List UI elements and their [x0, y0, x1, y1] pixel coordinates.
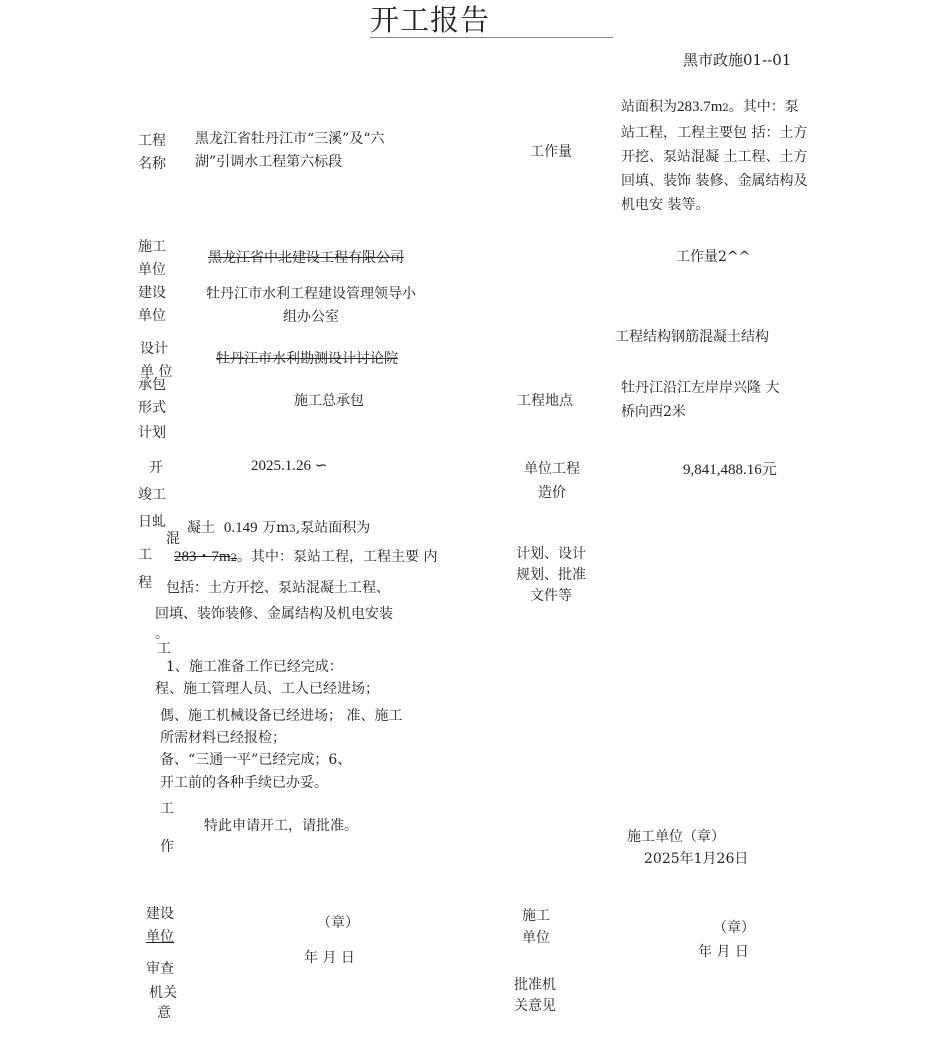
prep-line-4: 所需材料已经报检； — [160, 730, 286, 746]
construction-unit-label: 施工 单位 — [138, 239, 166, 278]
prep-line-5: 备、“三通一平”已经完成；6、 — [160, 752, 352, 768]
footer-approval-label: 批准机 关意见 — [514, 977, 556, 1014]
content-line-4: 回填、装饰装修、金属结构及机电安装 — [155, 606, 393, 622]
footer-date-left: 年 月 日 — [304, 950, 355, 966]
request-text: 特此申请开工，请批准。 — [204, 818, 358, 834]
workload-2: 工作量2^^ — [676, 249, 751, 265]
content-label-hun: 混 — [166, 531, 180, 547]
design-unit-label: 设计 单 位 — [140, 341, 173, 380]
page-title: 开工报告 — [370, 4, 613, 38]
applicant-date: 2025年1月26日 — [644, 851, 749, 867]
dates-label-finish: 竣工 — [138, 487, 166, 503]
prep-label-gong: 工 — [157, 641, 171, 657]
content-label-gong: 工 — [138, 547, 152, 563]
location-label: 工程地点 — [517, 393, 573, 409]
prep-line-6: 开工前的各种手续已办妥。 — [160, 775, 328, 791]
build-unit-label: 建设 单位 — [138, 285, 166, 324]
document-code: 黑市政施01--01 — [683, 51, 792, 69]
project-name-label: 工程 名称 — [138, 133, 166, 172]
footer-seal-right: （章） — [713, 920, 755, 936]
location-value: 牡丹江沿江左岸岸兴隆 大 桥向西2米 — [621, 380, 780, 420]
dates-label-start: 开 — [149, 460, 163, 476]
construction-unit-value: 黑龙江省中北建设工程有限公司 — [208, 250, 404, 266]
contract-form-label: 承包 形式 — [138, 377, 166, 416]
prep-line-2: 程、施工管理人员、工人已经进场； — [155, 681, 379, 697]
dates-label-day: 日虬 — [138, 514, 166, 530]
prep-line-3: 傌、施工机械设备已经进场； 准、施工 — [160, 708, 403, 724]
design-unit-value: 牡丹江市水利勘测设计讨论院 — [216, 351, 398, 367]
footer-review-label-3: 意 — [157, 1005, 171, 1021]
footer-build-unit-label: 建设 单位 — [146, 906, 174, 945]
cost-label: 单位工程 造价 — [524, 461, 580, 501]
prep-label-gong-2: 工 — [160, 801, 174, 817]
project-name-value: 黑龙江省牡丹江市“三溪”及“六 湖”引调水工程第六标段 — [195, 131, 385, 170]
build-unit-value: 牡丹江市水利工程建设管理领导小 组办公室 — [206, 286, 416, 325]
content-label-cheng: 程 — [138, 575, 152, 591]
footer-review-label-2: 机关 — [149, 985, 177, 1001]
dates-label-plan: 计划 — [138, 425, 166, 441]
workload-description: 站面积为283.7m2。其中：泵 站工程，工程主要包 括：土方 开挖、泵站混凝 土工程、土方 回填、装饰 装修、金属结构及 机电安 装等。 — [621, 99, 808, 213]
footer-construction-unit-label: 施工 单位 — [522, 908, 550, 946]
cost-value: 9,841,488.16元 — [683, 462, 777, 478]
footer-review-label-1: 审查 — [146, 961, 174, 977]
prep-line-1: 1、施工准备工作已经完成： — [166, 659, 343, 675]
applicant-unit: 施工单位（章） — [627, 829, 725, 845]
content-line-1: 凝土 0.149 万m3,泵站面积为 — [187, 520, 371, 536]
footer-seal-left: （章） — [317, 915, 359, 931]
content-line-3: 包括：土方开挖、泵站混凝土工程、 — [166, 580, 390, 596]
dates-value: 2025.1.26 ∽ — [251, 458, 328, 474]
plan-docs-label: 计划、设计 规划、批准 文件等 — [516, 546, 586, 604]
prep-label-zuo: 作 — [160, 839, 174, 855]
workload-label: 工作量 — [530, 144, 572, 160]
contract-form-value: 施工总承包 — [294, 393, 364, 409]
content-line-5: 。 — [155, 626, 169, 642]
content-line-2: 283・7m2。其中：泵站工程，工程主要 内 — [174, 549, 438, 565]
structure-text: 工程结构钢筋混凝土结构 — [615, 329, 769, 345]
footer-date-right: 年 月 日 — [698, 944, 749, 960]
